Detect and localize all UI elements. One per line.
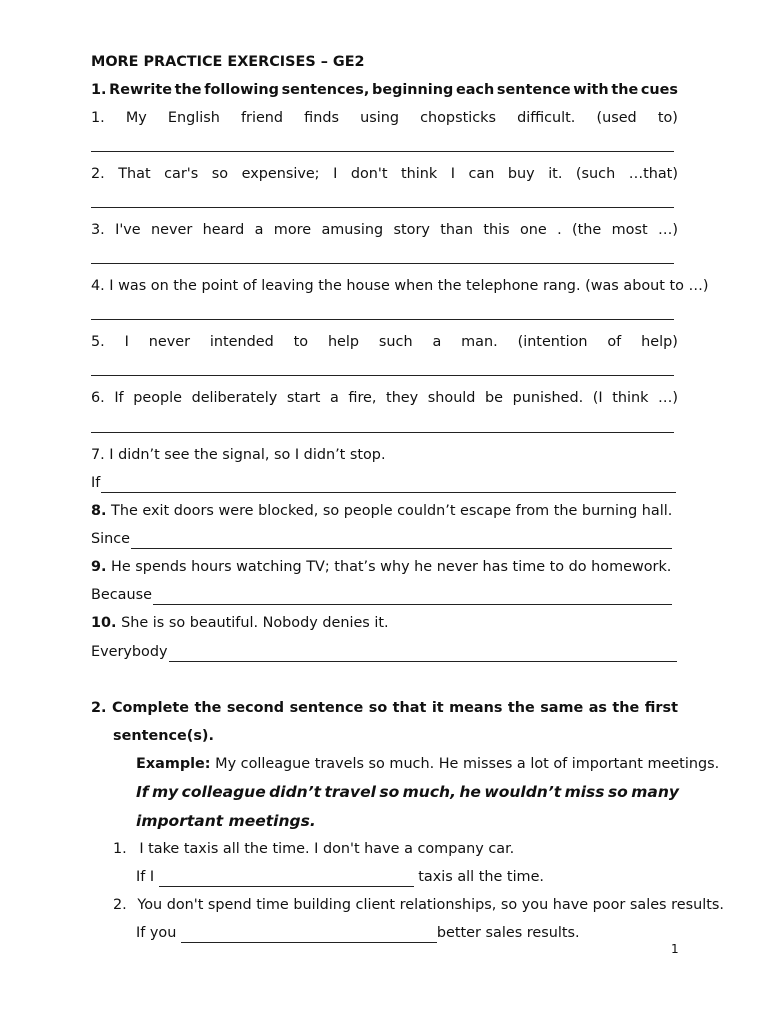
word: can	[468, 166, 495, 182]
word: so	[368, 700, 388, 716]
example-line	[136, 754, 723, 774]
word: heard	[202, 222, 245, 238]
section1-heading	[91, 80, 678, 100]
word: (the	[572, 222, 602, 238]
word: didn’t	[269, 783, 322, 801]
word: of	[607, 334, 622, 350]
word: much,	[402, 783, 456, 801]
word: cues	[640, 82, 678, 98]
word: many	[631, 783, 679, 801]
word: I've	[115, 222, 141, 238]
word: it.	[548, 166, 563, 182]
completion-answer-2	[136, 923, 723, 943]
word: (intention	[517, 334, 588, 350]
word: think	[401, 166, 438, 182]
word: think	[612, 390, 649, 406]
example-label: Example:	[136, 756, 211, 772]
item-number: 8.	[91, 503, 107, 519]
answer-blank-9[interactable]	[153, 589, 672, 605]
item-number: 2.	[113, 897, 127, 913]
word: second	[226, 700, 285, 716]
item-text: She is so beautiful. Nobody denies it.	[116, 615, 389, 631]
answer-blank-7[interactable]	[101, 477, 676, 493]
word: each	[455, 82, 495, 98]
word: more	[273, 222, 312, 238]
answer-line-2[interactable]	[91, 207, 674, 208]
word: I	[333, 166, 338, 182]
word: most	[611, 222, 648, 238]
page-number: 1	[671, 942, 679, 956]
word: a	[254, 222, 264, 238]
word: deliberately	[191, 390, 278, 406]
word: never	[148, 334, 190, 350]
word: the	[612, 700, 640, 716]
word: 6.	[91, 390, 105, 406]
word: punished.	[512, 390, 584, 406]
word: intended	[209, 334, 274, 350]
word: miss	[564, 783, 605, 801]
word: the	[611, 82, 639, 98]
answer-line-5[interactable]	[91, 375, 674, 376]
item-text: The exit doors were blocked, so people couldn’t escape from the burning hall.	[106, 503, 673, 519]
cue-label: Since	[91, 531, 131, 547]
item-number: 10.	[91, 615, 117, 631]
answer-row-9	[91, 585, 672, 605]
word: with	[573, 82, 609, 98]
answer-line-6[interactable]	[91, 432, 674, 433]
item-text: He spends hours watching TV; that’s why he never has time to do homework.	[106, 559, 672, 575]
word: finds	[304, 110, 339, 126]
completion-item-2	[113, 895, 724, 915]
word: my	[151, 783, 179, 801]
word: Rewrite	[109, 82, 172, 98]
word: such	[378, 334, 413, 350]
item-text: You don't spend time building client relationships, so you have poor sales results.	[137, 897, 724, 913]
word: …)	[657, 390, 678, 406]
word: (such	[575, 166, 616, 182]
word: the	[194, 700, 222, 716]
example-answer-cont: important meetings.	[136, 812, 316, 830]
word: friend	[240, 110, 284, 126]
word: story	[393, 222, 430, 238]
word: same	[540, 700, 584, 716]
exercise-item-2	[91, 164, 678, 184]
answer-blank-c1[interactable]	[159, 871, 414, 887]
exercise-item-3	[91, 220, 678, 240]
word: they	[386, 390, 419, 406]
item-text: I take taxis all the time. I don't have a company car.	[139, 841, 515, 857]
exercise-item-8	[91, 501, 678, 521]
word: the	[174, 82, 202, 98]
word: beginning	[372, 82, 454, 98]
word: …that)	[628, 166, 678, 182]
section2-heading-cont: sentence(s).	[113, 728, 214, 744]
word: chopsticks	[420, 110, 496, 126]
word: 1.	[91, 110, 105, 126]
exercise-item-10	[91, 613, 678, 633]
cue-label: Because	[91, 587, 152, 603]
word: 2.	[91, 166, 105, 182]
cue-label: If	[91, 475, 101, 491]
word: If	[114, 390, 124, 406]
exercise-item-7: 7. I didn’t see the signal, so I didn’t stop.	[91, 447, 386, 463]
word: amusing	[321, 222, 384, 238]
word: help)	[641, 334, 678, 350]
answer-line-4[interactable]	[91, 319, 674, 320]
example-answer	[136, 782, 679, 802]
word: If	[136, 783, 149, 801]
word: sentences,	[281, 82, 370, 98]
word: following	[204, 82, 279, 98]
word: people	[133, 390, 182, 406]
word: fire,	[348, 390, 377, 406]
word: (I	[592, 390, 603, 406]
word: colleague	[181, 783, 266, 801]
word: I	[450, 166, 455, 182]
word: man.	[461, 334, 498, 350]
cue-label: Everybody	[91, 644, 168, 660]
answer-blank-10[interactable]	[169, 646, 678, 662]
answer-prefix: If I	[136, 869, 159, 885]
answer-row-8	[91, 529, 672, 549]
item-number: 1.	[113, 841, 127, 857]
word: wouldn’t	[484, 783, 562, 801]
word: to)	[657, 110, 678, 126]
word: this	[483, 222, 510, 238]
answer-prefix: If you	[136, 925, 181, 941]
answer-row-7	[91, 473, 676, 493]
word: 1.	[91, 82, 107, 98]
example-text: My colleague travels so much. He misses a lot of important meetings.	[210, 756, 720, 772]
word: buy	[507, 166, 535, 182]
word: I	[124, 334, 129, 350]
exercise-item-9	[91, 557, 678, 577]
completion-answer-1	[136, 867, 723, 887]
completion-item-1	[113, 839, 700, 859]
word: to	[293, 334, 309, 350]
word: travel	[324, 783, 376, 801]
word: English	[167, 110, 220, 126]
word: a	[329, 390, 339, 406]
word: so	[211, 166, 229, 182]
word: so	[379, 783, 400, 801]
word: That	[118, 166, 151, 182]
word: he	[459, 783, 481, 801]
answer-blank-8[interactable]	[131, 533, 672, 549]
word: …)	[657, 222, 678, 238]
word: 3.	[91, 222, 105, 238]
word: so	[607, 783, 628, 801]
word: (used	[596, 110, 637, 126]
word: should	[427, 390, 476, 406]
section2-heading	[91, 698, 678, 718]
word: sentence	[496, 82, 571, 98]
word: 5.	[91, 334, 105, 350]
word: than	[440, 222, 473, 238]
word: sentence	[289, 700, 364, 716]
word: car's	[164, 166, 199, 182]
word: first	[644, 700, 678, 716]
word: means	[449, 700, 503, 716]
word: as	[588, 700, 607, 716]
word: Complete	[111, 700, 190, 716]
word: .	[557, 222, 562, 238]
answer-row-10	[91, 642, 677, 662]
exercise-item-1	[91, 108, 678, 128]
answer-line-1[interactable]	[91, 151, 674, 152]
word: 2.	[91, 700, 107, 716]
word: expensive;	[241, 166, 320, 182]
exercise-item-4: 4. I was on the point of leaving the house when the telephone rang. (was about to …)	[91, 278, 709, 294]
item-number: 9.	[91, 559, 107, 575]
word: be	[485, 390, 504, 406]
answer-suffix: taxis all the time.	[413, 869, 545, 885]
answer-line-3[interactable]	[91, 263, 674, 264]
word: My	[125, 110, 147, 126]
word: a	[432, 334, 442, 350]
word: start	[286, 390, 321, 406]
word: using	[360, 110, 399, 126]
word: never	[151, 222, 193, 238]
word: it	[431, 700, 444, 716]
exercise-item-5	[91, 332, 678, 352]
answer-suffix: better sales results.	[436, 925, 580, 941]
exercise-item-6	[91, 388, 678, 408]
word: that	[392, 700, 427, 716]
page-title: MORE PRACTICE EXERCISES – GE2	[91, 54, 365, 70]
word: the	[507, 700, 535, 716]
word: one	[519, 222, 547, 238]
word: help	[327, 334, 360, 350]
answer-blank-c2[interactable]	[181, 927, 437, 943]
word: difficult.	[517, 110, 576, 126]
word: don't	[350, 166, 388, 182]
